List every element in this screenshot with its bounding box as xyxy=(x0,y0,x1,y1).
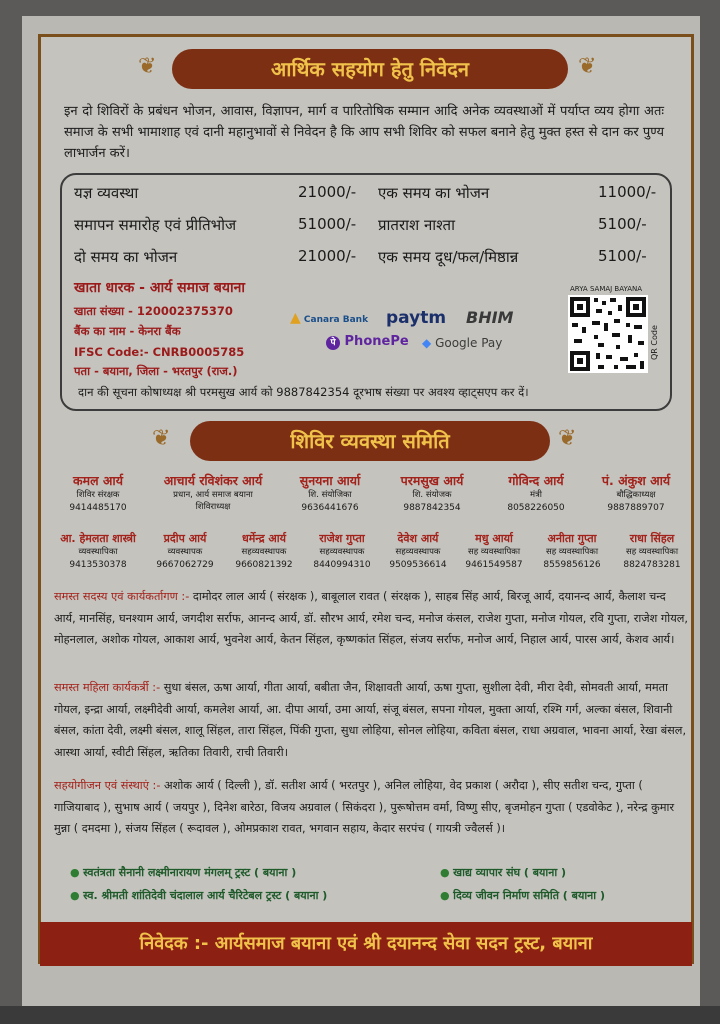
member-phone: 9414485170 xyxy=(69,503,127,513)
member-role: शि. संयोजक xyxy=(412,490,452,500)
member-name: मधु आर्या xyxy=(475,532,513,545)
member-name: प्रदीप आर्य xyxy=(163,532,207,545)
address: पता - बयाना, जिला - भरतपुर (राज.) xyxy=(74,364,238,378)
member-phone: 8559856126 xyxy=(543,560,601,570)
account-holder: खाता धारक - आर्य समाज बयाना xyxy=(74,280,245,296)
member-card xyxy=(486,472,586,515)
member-role: प्रधान, आर्य समाज बयाना xyxy=(173,490,253,500)
page-title: आर्थिक सहयोग हेतु निवेदन xyxy=(172,49,568,89)
flourish-right-icon: ❦ xyxy=(558,426,577,451)
member-phone: 9887889707 xyxy=(607,503,665,513)
trust-item xyxy=(70,865,296,880)
member-phone: 9636441676 xyxy=(301,503,359,513)
member-name: आचार्य रविशंकर आर्य xyxy=(163,473,263,488)
member-name: धर्मेन्द्र आर्य xyxy=(241,532,287,545)
bhim-logo: BHIM xyxy=(466,308,514,327)
member-name: कमल आर्य xyxy=(73,473,123,488)
member-role: सहव्यवस्थापक xyxy=(319,547,365,557)
member-role: शि. संयोजिका xyxy=(308,490,352,500)
cost-label: एक समय का भोजन xyxy=(378,184,490,202)
bullet-icon: ● xyxy=(70,866,84,879)
canara-label: Canara Bank xyxy=(303,315,369,325)
qr-code-icon xyxy=(568,295,648,373)
member-card xyxy=(48,472,148,515)
member-role: व्यवस्थापक xyxy=(167,547,203,557)
cost-amount: 5100/- xyxy=(598,247,647,265)
member-role: सह व्यवस्थापिका xyxy=(467,547,521,557)
qr-label: ARYA SAMAJ BAYANA xyxy=(570,285,643,293)
member-phone: 9887842354 xyxy=(403,503,461,513)
phonepe-icon: पे xyxy=(326,336,340,350)
member-card xyxy=(304,531,380,572)
gpay-icon: ◆ xyxy=(422,336,432,350)
member-card xyxy=(612,531,692,572)
account-number: खाता संख्या - 120002375370 xyxy=(74,304,233,318)
trust-item xyxy=(440,865,566,880)
gpay-label: Google Pay xyxy=(435,336,503,350)
member-card xyxy=(50,531,146,572)
member-phone: 8058226050 xyxy=(507,503,565,513)
footer-requester: निवेदक :- आर्यसमाज बयाना एवं श्री दयानन्द सेवा सदन ट्रस्ट, बयाना xyxy=(40,922,692,966)
bullet-icon: ● xyxy=(440,866,454,879)
supporters-paragraph xyxy=(54,775,690,840)
canara-bank-logo xyxy=(290,310,368,326)
cost-amount: 21000/- xyxy=(298,183,357,201)
trust-name: खाद्य व्यापार संघ ( बयाना ) xyxy=(453,866,567,879)
committee-title: शिविर व्यवस्था समिति xyxy=(190,421,550,461)
workers-text: दामोदर लाल आर्य ( संरक्षक ), बाबूलाल रावत ( संरक्षक ), साहब सिंह आर्य, बिरजू आर्य, दयानन्द आर्य, कैलाश चन्द आर्य, मानसिंह, घनश्याम आर्य, जगदीश सर्राफ, आनन्द आर्य, डॉ. सौरभ आर्य, रमेश चन्द, मनोज कंसल, राजेश गुप्ता, मनोज गोयल, रवि गुप्ता, राजेश गोयल, मोहनलाल, अशोक गोयल, आकाश आर्य, भुवनेश आर्य, केतन सिंहल, कृष्णकांत सिंहल, संजय सर्राफ, मनोज आर्य, निहाल आर्य, पारस आर्य, केशव आर्य। xyxy=(54,590,689,646)
cost-amount: 11000/- xyxy=(598,183,657,201)
member-phone: 8440994310 xyxy=(313,560,371,570)
cost-label: यज्ञ व्यवस्था xyxy=(74,184,139,202)
cost-label: दो समय का भोजन xyxy=(74,248,178,266)
member-phone: 9461549587 xyxy=(465,560,523,570)
member-phone: 8824783281 xyxy=(623,560,681,570)
member-role: मंत्री xyxy=(530,490,542,500)
member-phone: 9660821392 xyxy=(235,560,293,570)
member-name: देवेश आर्य xyxy=(397,532,439,545)
supporters-text: अशोक आर्य ( दिल्ली ), डॉ. सतीश आर्य ( भरतपुर ), अनिल लोहिया, वेद प्रकाश ( अरौदा ), सीए सतीश चन्द, गुप्ता ( गाजियाबाद ), सुभाष आर्य ( जयपुर ), दिनेश बारेठा, विजय अग्रवाल ( सिकंदरा ), पुरूषोत्तम वर्मा, विष्णु सीए, बृजमोहन गुप्ता ( एडवोकेट ), नरेन्द्र कुमार मुन्ना ( दमदमा ), संजय सिंहल ( रूदावल ), ओमप्रकाश रावत, भगवान सहाय, केदार सरपंच ( गायत्री ज्वैलर्स )। xyxy=(54,779,675,835)
trust-name: स्वतंत्रता सैनानी लक्ष्मीनारायण मंगलम् ट्रस्ट ( बयाना ) xyxy=(83,866,297,879)
member-name: आ. हेमलता शास्त्री xyxy=(60,532,136,545)
member-card xyxy=(532,531,612,572)
member-role: सह व्यवस्थापिका xyxy=(545,547,599,557)
flourish-left-icon: ❦ xyxy=(138,54,157,79)
member-role: सहव्यवस्थापक xyxy=(241,547,287,557)
cost-amount: 51000/- xyxy=(298,215,357,233)
flourish-left-icon: ❦ xyxy=(152,426,171,451)
member-name: सुनयना आर्या xyxy=(299,473,361,488)
member-card xyxy=(224,531,304,572)
paytm-logo: paytm xyxy=(386,308,447,328)
phonepe-logo xyxy=(326,334,409,350)
member-phone: 9413530378 xyxy=(69,560,127,570)
member-phone: 9509536614 xyxy=(389,560,447,570)
member-role: सह व्यवस्थापिका xyxy=(625,547,679,557)
cost-label: समापन समारोह एवं प्रीतिभोज xyxy=(74,216,237,234)
member-name: राजेश गुप्ता xyxy=(319,532,365,545)
member-role: शिविर संरक्षक xyxy=(76,490,120,500)
member-role: व्यवस्थापिका xyxy=(78,547,118,557)
trust-name: दिव्य जीवन निर्माण समिति ( बयाना ) xyxy=(453,889,605,902)
bottom-bar xyxy=(0,1006,720,1024)
member-card xyxy=(150,472,276,513)
phonepe-label: PhonePe xyxy=(344,334,409,349)
member-name: गोविन्द आर्य xyxy=(508,473,564,488)
ifsc-code: IFSC Code:- CNRB0005785 xyxy=(74,345,245,359)
member-card xyxy=(380,531,456,572)
member-phone: 9667062729 xyxy=(156,560,214,570)
member-card xyxy=(146,531,224,572)
women-label: समस्त महिला कार्यकर्त्री :- xyxy=(54,681,161,694)
workers-paragraph xyxy=(54,586,690,651)
women-paragraph xyxy=(54,677,690,763)
trust-item xyxy=(440,888,605,903)
member-name: परमसुख आर्य xyxy=(400,473,464,488)
supporters-label: सहयोगीजन एवं संस्थाएं :- xyxy=(54,779,161,792)
cost-amount: 5100/- xyxy=(598,215,647,233)
women-text: सुधा बंसल, ऊषा आर्या, गीता आर्या, बबीता जैन, शिक्षावती आर्या, ऊषा गुप्ता, सुशीला देवी, मीरा देवी, सोमवती आर्या, ममता गोयल, इन्द्रा आर्या, लक्ष्मीदेवी आर्या, कमलेश आर्या, आ. दीपा आर्या, उमा आर्या, संजू बंसल, सपना गोयल, मुक्ता आर्या, रश्मि गर्ग, अल्का बंसल, शिवानी बंसल, कांता देवी, लक्ष्मी बंसल, शालू सिंहल, तारा सिंहल, पिंकी गुप्ता, सुधा लोहिया, सोनल लोहिया, कविता बंसल, राधा अग्रवाल, भावना आर्या, रेखा बंसल, आस्था आर्या, स्वीटी सिंहल, ऋतिका तिवारी, राची तिवारी। xyxy=(54,681,687,759)
intro-text: इन दो शिविरों के प्रबंधन भोजन, आवास, विज्ञापन, मार्ग व पारितोषिक सम्मान आदि अनेक व्यवस्थाओं में पर्याप्त व्यय होगा अतः समाज के सभी भामाशाह एवं दानी महानुभावों से निवेदन है कि आप सभी शिविर को सफल बनाने हेतु मुक्त हस्त से दान कर पुण्य लाभार्जन करें। xyxy=(64,104,664,161)
cost-label: एक समय दूध/फल/मिष्ठान्न xyxy=(378,248,519,266)
member-role: बौद्धिकाध्यक्ष xyxy=(616,490,656,500)
cost-label: प्रातराश नाश्ता xyxy=(378,216,455,234)
member-name: पं. अंकुश आर्य xyxy=(601,473,671,488)
googlepay-logo xyxy=(422,336,502,350)
member-role: सहव्यवस्थापक xyxy=(395,547,441,557)
bank-name: बैंक का नाम - केनरा बैंक xyxy=(74,324,181,338)
member-role: शिविराध्यक्ष xyxy=(195,502,231,512)
member-name: अनीता गुप्ता xyxy=(547,532,597,545)
bullet-icon: ● xyxy=(440,889,454,902)
trust-item xyxy=(70,888,327,903)
trust-name: स्व. श्रीमती शांतिदेवी चंदालाल आर्य चैरिटेबल ट्रस्ट ( बयाना ) xyxy=(83,889,328,902)
bullet-icon: ● xyxy=(70,889,84,902)
workers-label: समस्त सदस्य एवं कार्यकर्तागण :- xyxy=(54,590,190,603)
qr-caption: QR Code xyxy=(650,325,659,360)
canara-icon: ▲ xyxy=(290,310,301,326)
member-card xyxy=(382,472,482,515)
member-name: राधा सिंहल xyxy=(629,532,675,545)
member-card xyxy=(456,531,532,572)
member-card xyxy=(280,472,380,515)
member-card xyxy=(586,472,686,515)
flourish-right-icon: ❦ xyxy=(578,54,597,79)
donation-note: दान की सूचना कोषाध्यक्ष श्री परमसुख आर्य को 9887842354 दूरभाष संख्या पर अवश्य व्हाट्सएप कर दें। xyxy=(78,385,529,399)
cost-amount: 21000/- xyxy=(298,247,357,265)
